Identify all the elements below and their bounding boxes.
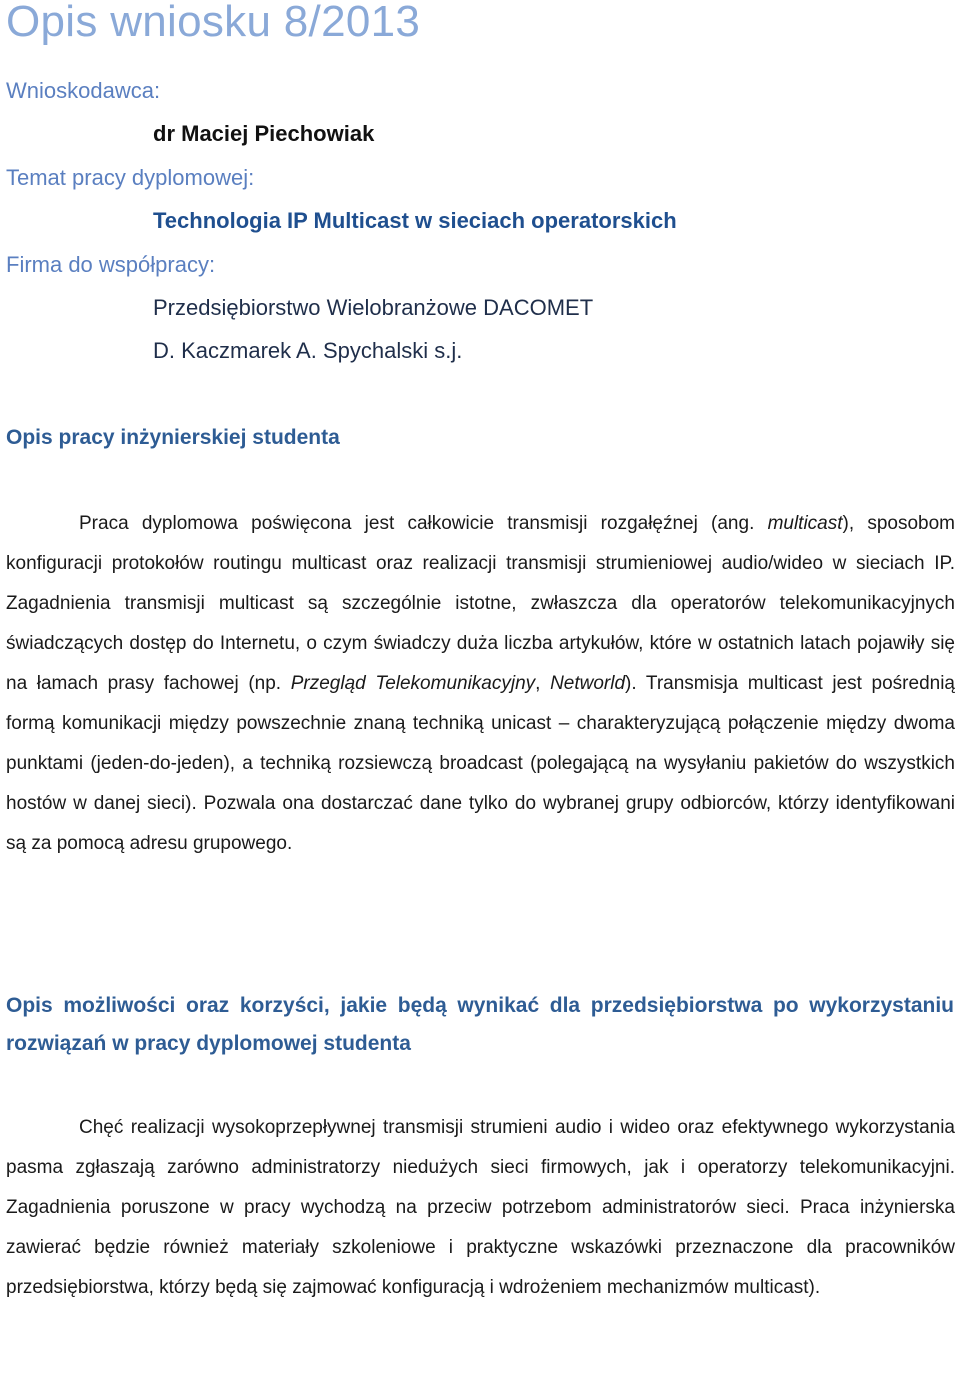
company-value-line1: Przedsiębiorstwo Wielobranżowe DACOMET: [153, 295, 594, 320]
company-value-line2: D. Kaczmarek A. Spychalski s.j.: [153, 338, 463, 363]
s1-text-1: Praca dyplomowa poświęcona jest całkowicie transmisji rozgałęźnej (ang.: [79, 513, 768, 534]
section2-paragraph: Chęć realizacji wysokoprzepływnej transmisji strumieni audio i wideo oraz efektywnego wykorzystania pasma zgłaszają zarówno administratorzy niedużych sieci firmowych, jak i operatorzy telekomunikacyjni. Zagadnienia poruszone w pracy wychodzą na przeciw potrzebom administratorów sieci. Praca inżynierska zawierać będzie również materiały szkoleniowe i praktyczne wskazówki przeznaczone dla pracowników przedsiębiorstwa, którzy będą się zajmować konfiguracją i wdrożeniem mechanizmów multicast).: [6, 1117, 955, 1298]
topic-label: Temat pracy dyplomowej:: [6, 165, 255, 190]
s1-em-networld: Networld: [550, 673, 626, 694]
s1-text-2: ), sposobom konfiguracji protokołów routingu multicast oraz realizacji transmisji strumieniowej audio/wideo w sieciach IP. Zagadnienia transmisji multicast są szczególnie istotne, zwłaszcza dla operatorów telekomunikacyjnych świadczących dostęp do Internetu, o czym świadczy duża liczba artykułów, które w ostatnich latach pojawiły się na łamach prasy fachowej (np.: [6, 513, 955, 694]
s1-text-4: ). Transmisja multicast jest pośrednią formą komunikacji między powszechnie znaną techniką unicast – charakteryzującą połączenie między dwoma punktami (jeden-do-jeden), a techniką rozsiewczą broadcast (polegającą na wysyłaniu pakietów do wszystkich hostów w danej sieci). Pozwala ona dostarczać dane tylko do wybranej grupy odbiorców, którzy identyfikowani są za pomocą adresu grupowego.: [6, 673, 955, 854]
section2-heading: Opis możliwości oraz korzyści, jakie będą wynikać dla przedsiębiorstwa po wykorzystaniu rozwiązań w pracy dyplomowej studenta: [6, 994, 954, 1055]
applicant-value: dr Maciej Piechowiak: [153, 121, 375, 146]
document-title: Opis wniosku 8/2013: [6, 0, 421, 46]
section1-paragraph: [6, 504, 955, 864]
s1-text-3: ,: [535, 673, 551, 694]
section1-heading: Opis pracy inżynierskiej studenta: [6, 426, 340, 449]
applicant-label: Wnioskodawca:: [6, 78, 161, 103]
topic-value: Technologia IP Multicast w sieciach operatorskich: [153, 208, 677, 233]
s1-em-przeglad: Przegląd Telekomunikacyjny: [290, 673, 536, 694]
s1-em-multicast: multicast: [767, 513, 843, 534]
company-label: Firma do współpracy:: [6, 252, 216, 277]
